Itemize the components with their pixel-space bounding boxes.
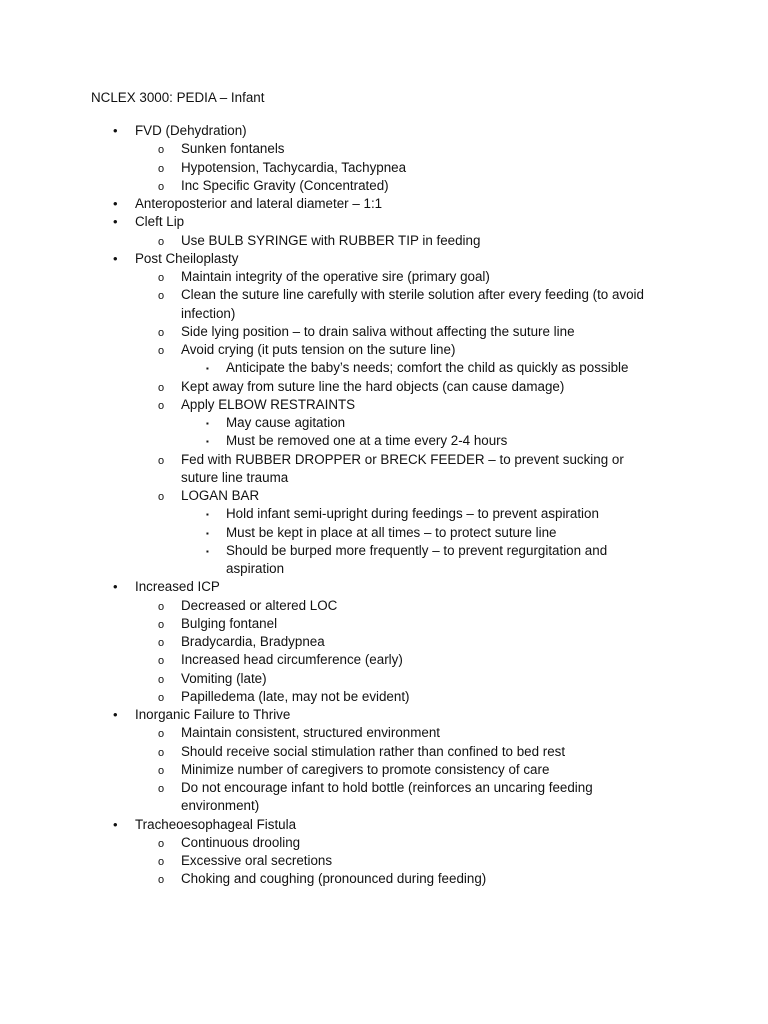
outline-item-level-1 (113, 816, 297, 834)
outline-item-text: Anteroposterior and lateral diameter – 1:1 (135, 196, 383, 211)
circle-marker-icon: o (158, 746, 165, 759)
circle-marker-icon: o (158, 764, 165, 777)
outline-item-level-2 (158, 633, 325, 651)
outline-item-text: Bulging fontanel (181, 615, 278, 631)
outline-item-continuation (181, 797, 259, 815)
outline-item-text: LOGAN BAR (181, 488, 260, 503)
outline-item-level-2 (158, 779, 593, 797)
outline-item-text: Kept away from suture line the hard objects (can cause damage) (181, 378, 565, 394)
outline-item-text: Hold infant semi-upright during feedings – to prevent aspiration (226, 506, 599, 522)
outline-item-text: Minimize number of caregivers to promote consistency of care (181, 761, 550, 777)
outline-item-level-2 (158, 670, 267, 688)
outline-item-text: Post Cheiloplasty (135, 250, 239, 266)
outline-item-text: Excessive oral secretions (181, 853, 333, 868)
outline-item-text: Sunken fontanels (181, 141, 285, 157)
circle-marker-icon: o (158, 837, 165, 850)
circle-marker-icon: o (158, 491, 165, 503)
circle-marker-icon: o (158, 673, 165, 686)
outline-item-text: Inc Specific Gravity (Concentrated) (181, 177, 389, 193)
bullet-marker-icon: • (113, 196, 118, 211)
circle-marker-icon: o (158, 454, 165, 467)
outline-item-text: FVD (Dehydration) (135, 123, 247, 138)
outline-item-text: Fed with RUBBER DROPPER or BRECK FEEDER – to prevent sucking or (181, 451, 624, 467)
outline-item-level-2 (158, 232, 481, 250)
outline-item-text: May cause agitation (226, 415, 346, 430)
outline-item-level-2 (158, 323, 575, 341)
outline-item-level-2 (158, 870, 487, 888)
outline-item-text: Vomiting (late) (181, 670, 267, 686)
outline-item-level-1 (113, 213, 185, 231)
outline-item-level-3 (206, 359, 629, 377)
outline-item-level-1 (113, 578, 220, 596)
outline-item-text: Maintain integrity of the operative sire (primary goal) (181, 269, 490, 284)
circle-marker-icon: o (158, 180, 165, 193)
outline-item-level-2 (158, 688, 410, 706)
outline-item-level-3 (206, 542, 608, 560)
outline-item-continuation (226, 560, 284, 578)
outline-item-continuation (181, 469, 288, 487)
square-marker-icon: ▪ (206, 528, 209, 538)
outline-item-text: Cleft Lip (135, 214, 185, 230)
outline-item-level-2 (158, 487, 260, 505)
outline-item-text: Tracheoesophageal Fistula (135, 816, 297, 832)
document-title: NCLEX 3000: PEDIA – Infant (91, 90, 265, 105)
bullet-marker-icon: • (113, 214, 118, 230)
outline-item-text: Anticipate the baby’s needs; comfort the child as quickly as possible (226, 360, 629, 376)
circle-marker-icon: o (158, 345, 165, 357)
circle-marker-icon: o (158, 691, 165, 704)
outline-item-text: Papilledema (late, may not be evident) (181, 688, 410, 704)
outline-item-text: Avoid crying (it puts tension on the suture line) (181, 342, 456, 357)
outline-item-text: Maintain consistent, structured environment (181, 725, 441, 741)
outline-item-continuation (181, 305, 235, 323)
circle-marker-icon: o (158, 783, 165, 795)
square-marker-icon: ▪ (206, 364, 209, 374)
outline-item-text: aspiration (226, 561, 285, 576)
outline-item-level-1 (113, 122, 247, 140)
outline-item-text: Decreased or altered LOC (181, 597, 338, 613)
circle-marker-icon: o (158, 235, 165, 248)
circle-marker-icon: o (158, 290, 165, 303)
outline-item-text: Increased head circumference (early) (181, 652, 403, 668)
outline-item-level-3 (206, 432, 508, 450)
outline-item-level-2 (158, 341, 456, 359)
outline-item-level-2 (158, 615, 278, 633)
outline-item-level-1 (113, 706, 291, 724)
square-marker-icon: ▪ (206, 419, 209, 428)
outline-item-text: Use BULB SYRINGE with RUBBER TIP in feeding (181, 232, 481, 248)
circle-marker-icon: o (158, 399, 165, 412)
outline-item-level-2 (158, 724, 441, 742)
outline-item-level-2 (158, 451, 624, 469)
outline-item-text: Inorganic Failure to Thrive (135, 707, 291, 722)
circle-marker-icon: o (158, 728, 165, 741)
outline-item-text: environment) (181, 798, 260, 814)
outline-item-text: Bradycardia, Bradypnea (181, 634, 325, 649)
circle-marker-icon: o (158, 874, 165, 887)
circle-marker-icon: o (158, 272, 165, 284)
outline-item-text: Clean the suture line carefully with sterile solution after every feeding (to avoid (181, 287, 644, 303)
outline-item-level-3 (206, 524, 557, 542)
square-marker-icon: ▪ (206, 546, 209, 556)
outline-item-text: Do not encourage infant to hold bottle (reinforces an uncaring feeding (181, 780, 593, 795)
outline-item-level-2 (158, 743, 566, 761)
outline-item-level-2 (158, 268, 490, 286)
outline-item-text: Hypotension, Tachycardia, Tachypnea (181, 159, 407, 175)
outline-item-level-2 (158, 834, 301, 852)
circle-marker-icon: o (158, 381, 165, 394)
bullet-marker-icon: • (113, 816, 118, 832)
outline-item-text: Must be removed one at a time every 2-4 hours (226, 433, 508, 449)
circle-marker-icon: o (158, 162, 165, 175)
outline-item-level-2 (158, 651, 403, 669)
square-marker-icon: ▪ (206, 437, 209, 447)
outline-item-level-2 (158, 286, 644, 304)
outline-item-text: infection) (181, 305, 236, 321)
outline-item-text: Choking and coughing (pronounced during feeding) (181, 871, 487, 887)
outline-item-level-2 (158, 159, 407, 177)
circle-marker-icon: o (158, 637, 165, 649)
circle-marker-icon: o (158, 600, 165, 613)
outline-item-text: suture line trauma (181, 469, 289, 485)
circle-marker-icon: o (158, 618, 165, 631)
circle-marker-icon: o (158, 856, 165, 868)
circle-marker-icon: o (158, 655, 165, 668)
outline-item-level-2 (158, 852, 333, 870)
bullet-marker-icon: • (113, 250, 118, 266)
outline-item-level-2 (158, 140, 285, 158)
bullet-marker-icon: • (113, 579, 118, 595)
outline-item-level-1 (113, 250, 239, 268)
outline-item-level-3 (206, 505, 599, 523)
bullet-marker-icon: • (113, 707, 118, 722)
outline-item-level-3 (206, 414, 346, 432)
outline-item-text: Should be burped more frequently – to prevent regurgitation and (226, 542, 608, 558)
outline-item-level-2 (158, 177, 389, 195)
outline-item-level-2 (158, 761, 550, 779)
outline-item-text: Should receive social stimulation rather than confined to bed rest (181, 743, 566, 759)
outline-item-level-2 (158, 597, 338, 615)
circle-marker-icon: o (158, 326, 165, 339)
bullet-marker-icon: • (113, 123, 118, 138)
circle-marker-icon: o (158, 144, 165, 157)
outline-item-text: Apply ELBOW RESTRAINTS (181, 396, 356, 412)
outline-item-level-1 (113, 195, 383, 213)
outline-item-text: Must be kept in place at all times – to protect suture line (226, 524, 557, 540)
outline-item-text: Continuous drooling (181, 834, 301, 850)
outline-item-text: Side lying position – to drain saliva without affecting the suture line (181, 323, 575, 339)
outline-item-text: Increased ICP (135, 579, 220, 595)
outline-item-level-2 (158, 396, 356, 414)
outline-item-level-2 (158, 378, 565, 396)
square-marker-icon: ▪ (206, 510, 209, 520)
